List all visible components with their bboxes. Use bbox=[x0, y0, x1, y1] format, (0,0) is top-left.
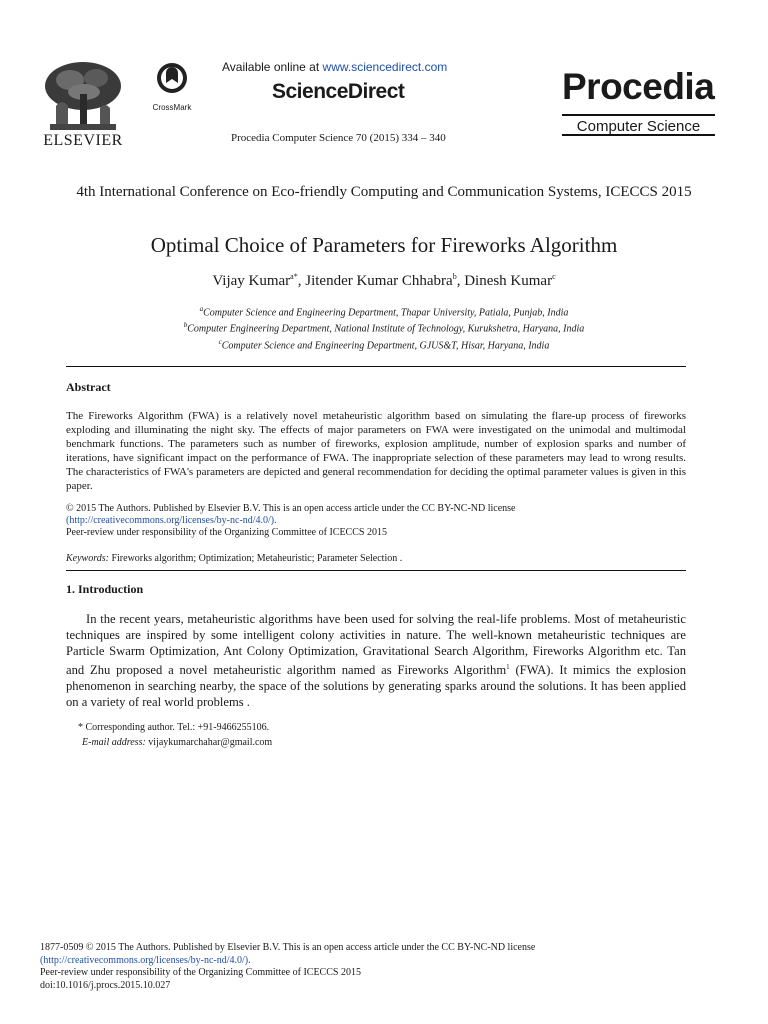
affiliation-item bbox=[60, 303, 708, 319]
procedia-wordmark: Procedia bbox=[562, 66, 715, 107]
affiliation-item bbox=[60, 319, 708, 335]
affiliation-item bbox=[60, 336, 708, 352]
author-affiliation-mark: c bbox=[552, 272, 556, 281]
journal-reference: Procedia Computer Science 70 (2015) 334 – 340 bbox=[231, 132, 446, 144]
author-separator: , bbox=[297, 273, 306, 289]
elsevier-wordmark: ELSEVIER bbox=[43, 132, 123, 149]
author-name: Vijay Kumar bbox=[212, 273, 291, 289]
keywords-label: Keywords: bbox=[66, 553, 109, 564]
license-link[interactable]: (http://creativecommons.org/licenses/by-nc-nd/4.0/). bbox=[66, 515, 277, 526]
author-name: Dinesh Kumar bbox=[464, 273, 553, 289]
peer-review-line: Peer-review under responsibility of the Organizing Committee of ICECCS 2015 bbox=[66, 527, 387, 538]
abstract-heading: Abstract bbox=[66, 380, 111, 394]
section-heading-introduction: 1. Introduction bbox=[66, 582, 144, 596]
email-address[interactable]: vijaykumarchahar@gmail.com bbox=[145, 737, 273, 748]
footer-license-line: 1877-0509 © 2015 The Authors. Published by Elsevier B.V. This is an open access article under the CC BY-NC-ND license bbox=[40, 942, 536, 953]
footnote-corresponding-author: * Corresponding author. Tel.: +91-9466255106. bbox=[78, 722, 270, 733]
affiliation-mark: c bbox=[218, 337, 222, 346]
affiliation-text: Computer Science and Engineering Department, GJUS&T, Hisar, Haryana, India bbox=[221, 339, 550, 351]
conference-name: 4th International Conference on Eco-friendly Computing and Communication Systems, ICECCS 2015 bbox=[76, 184, 692, 200]
introduction-paragraph bbox=[66, 611, 686, 710]
available-online bbox=[222, 60, 447, 74]
crossmark-icon bbox=[156, 62, 188, 96]
sciencedirect-link[interactable]: www.sciencedirect.com bbox=[322, 60, 448, 74]
author-separator: , bbox=[456, 273, 465, 289]
header-divider bbox=[66, 366, 686, 367]
footer-doi[interactable]: doi:10.1016/j.procs.2015.10.027 bbox=[40, 979, 171, 991]
intro-text-part: (FWA). It mimics the explosion phenomenon in searching nearby, the space of the solutions by generating sparks around the solutions. It has been applied on a variety of real world problems . bbox=[66, 663, 687, 710]
page-footer bbox=[40, 942, 740, 992]
email-label: E-mail address: bbox=[82, 737, 146, 748]
keywords-line bbox=[66, 553, 686, 564]
paper-title: Optimal Choice of Parameters for Fireworks Algorithm bbox=[150, 233, 618, 257]
abstract-text: The Fireworks Algorithm (FWA) is a relatively novel metaheuristic algorithm based on simulating the flare-up process of fireworks exploding and illuminating the night sky. The effects of major parameters on FWA were investigated on the unimodal and multimodal benchmark functions. The parameters such as number of fireworks, explosion amplitude, number of explosion sparks and number of iterations, have significant impact on the performance of FWA. The inappropriate selection of these parameters may lead to wrong results. The characteristics of FWA's parameters are depicted and general recommendation for deciding the optimal parameter values is given in this paper. bbox=[66, 410, 686, 492]
abstract-divider bbox=[66, 570, 686, 571]
author-affiliation-mark: a* bbox=[290, 272, 298, 281]
citation-ref[interactable]: 1 bbox=[506, 663, 510, 671]
keywords-text: Fireworks algorithm; Optimization; Metaheuristic; Parameter Selection . bbox=[108, 553, 403, 564]
author-name: Jitender Kumar Chhabra bbox=[305, 273, 453, 289]
footnote-email bbox=[82, 737, 272, 748]
affiliation-mark: a bbox=[199, 305, 204, 313]
crossmark-badge[interactable] bbox=[150, 62, 194, 112]
footer-license-link[interactable]: (http://creativecommons.org/licenses/by-nc-nd/4.0/). bbox=[40, 954, 251, 966]
affiliation-list bbox=[60, 303, 708, 352]
license-block bbox=[66, 503, 686, 539]
intro-text-part: In the recent years, metaheuristic algorithms have been used for solving the real-life problems. Most of metaheuristic techniques are inspired by some intelligent colony activities in nature. The well-known metaheuristic techniques are Particle Swarm Optimization, Ant Colony Optimization, Gravitational Search Algorithm, Fireworks Algorithm etc. Tan and Zhu proposed a novel metaheuristic algorithm named as Fireworks Algorithm bbox=[66, 612, 686, 678]
procedia-subtitle: Computer Science bbox=[562, 114, 715, 136]
author-list bbox=[60, 272, 708, 290]
crossmark-label: CrossMark bbox=[152, 103, 192, 112]
affiliation-text: Computer Science and Engineering Department, Thapar University, Patiala, Punjab, India bbox=[203, 307, 569, 319]
affiliation-mark: b bbox=[183, 321, 188, 330]
author-affiliation-mark: b bbox=[452, 272, 457, 281]
available-prefix: Available online at bbox=[222, 60, 323, 74]
sciencedirect-wordmark: ScienceDirect bbox=[272, 80, 405, 103]
elsevier-tree-icon bbox=[40, 60, 126, 132]
footer-peer-review: Peer-review under responsibility of the Organizing Committee of ICECCS 2015 bbox=[40, 967, 361, 978]
affiliation-text: Computer Engineering Department, National Institute of Technology, Kurukshetra, Haryana, India bbox=[187, 323, 585, 335]
license-line: © 2015 The Authors. Published by Elsevier B.V. This is an open access article under the CC BY-NC-ND license bbox=[66, 503, 516, 514]
